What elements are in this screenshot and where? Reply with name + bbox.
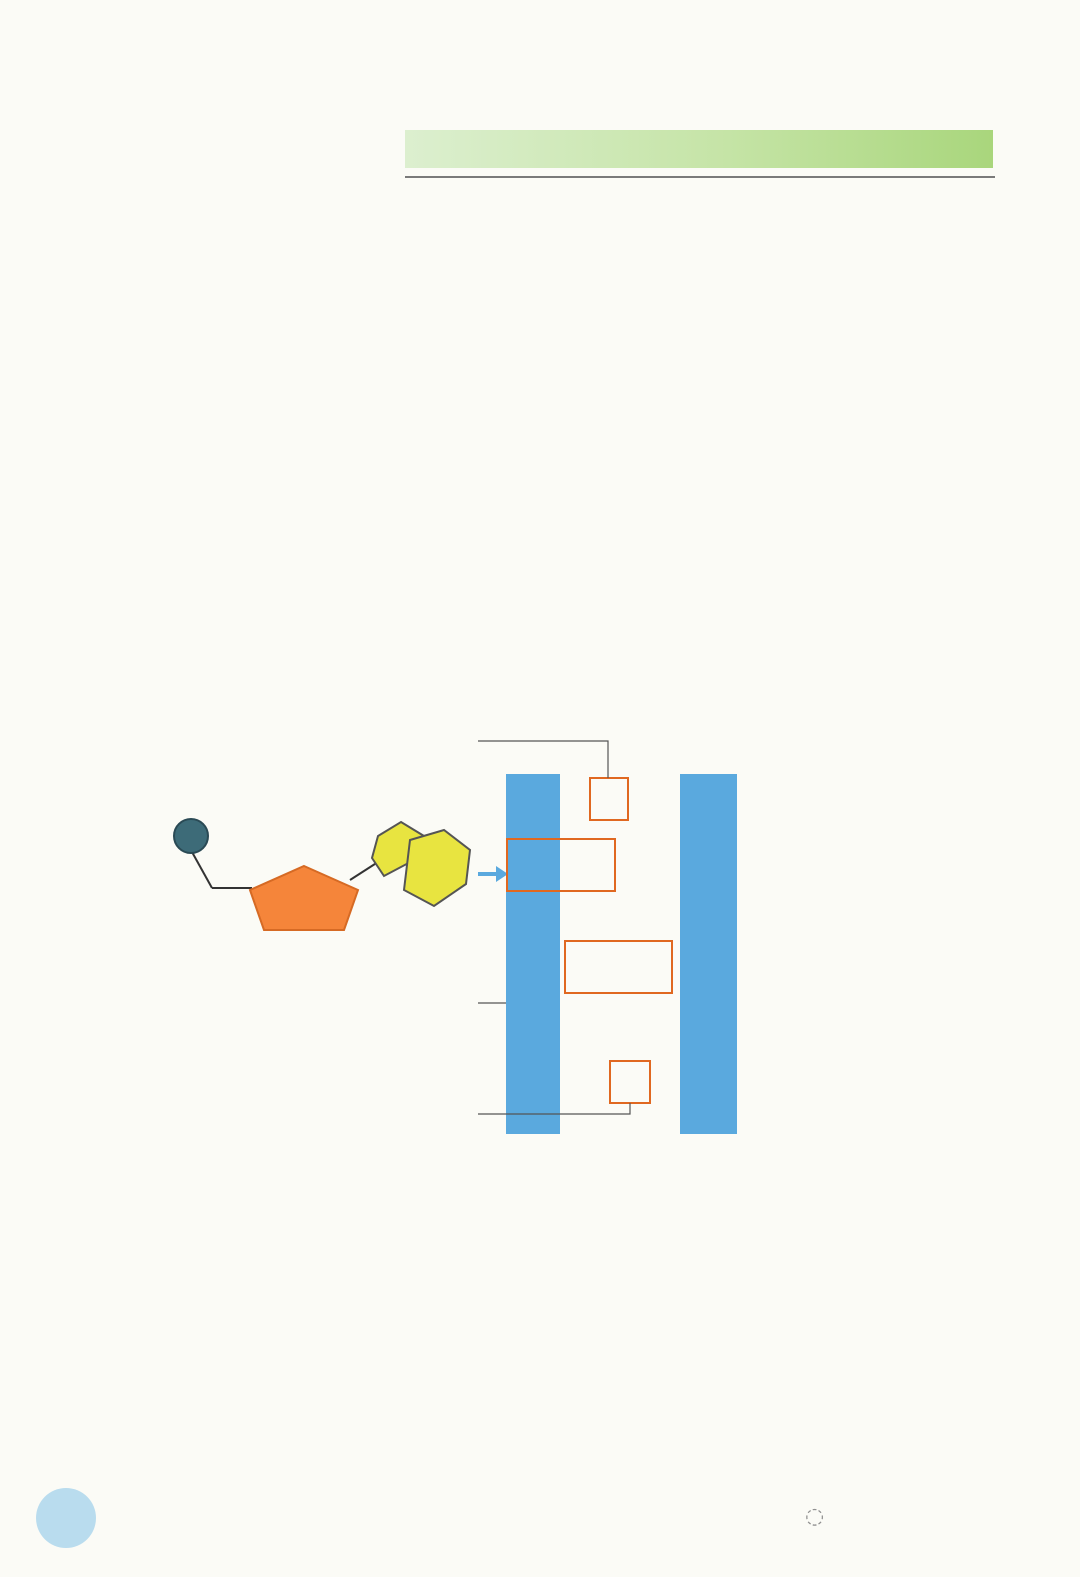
right-backbone <box>680 774 737 1134</box>
left-backbone <box>506 774 560 1134</box>
base-pair-highlight <box>565 941 672 993</box>
arrow-icon <box>478 866 508 882</box>
phosphate-icon <box>174 819 208 853</box>
two-hbond-highlight <box>590 778 628 820</box>
wechat-icon: ◌ <box>805 1504 825 1529</box>
page-number-badge <box>36 1488 96 1548</box>
three-hbond-highlight <box>610 1061 650 1103</box>
deoxyribose-pentagon <box>250 866 358 930</box>
watermark <box>805 1500 824 1530</box>
base-hexagon <box>404 830 470 906</box>
nucleotide-model <box>174 819 470 930</box>
